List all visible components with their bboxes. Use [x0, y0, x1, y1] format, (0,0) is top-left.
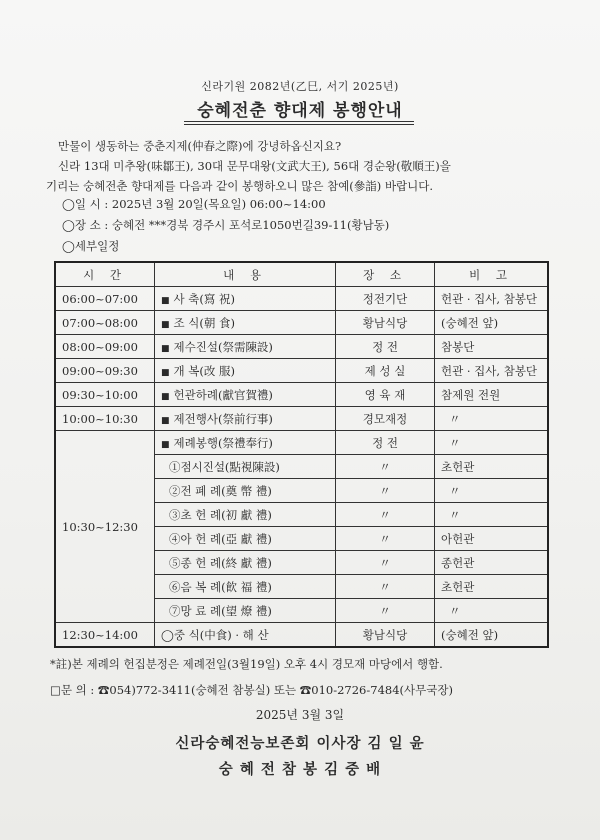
row-content — [155, 311, 336, 335]
ceremony-content-text: 제례봉행(祭禮奉行) — [173, 435, 273, 450]
step-note: 〃 — [435, 599, 549, 623]
header-content: 내 용 — [155, 262, 336, 287]
title-underline-double — [184, 124, 414, 125]
issue-date: 2025년 3월 3일 — [255, 708, 345, 722]
step-place: 〃 — [336, 551, 435, 575]
step-content: ⑥음 복 례(飮 福 禮) — [155, 575, 336, 599]
step-place: 〃 — [336, 455, 435, 479]
row-place: 영 육 재 — [336, 383, 435, 407]
square-bullet-icon: ■ — [161, 391, 170, 402]
table-row — [55, 287, 548, 311]
row-content-text: 제전행사(祭前行事) — [173, 411, 273, 426]
square-bullet-icon: ■ — [161, 343, 170, 354]
ceremony-note: 〃 — [435, 431, 549, 455]
table-row — [55, 359, 548, 383]
table-header-row — [55, 262, 548, 287]
page-title: 숭혜전춘 향대제 봉행안내 — [197, 101, 403, 121]
row-note: 〃 — [435, 407, 549, 431]
row-time: 06:00~07:00 — [55, 287, 155, 311]
row-time: 09:00~09:30 — [55, 359, 155, 383]
info-date: ◯일 시 : 2025년 3월 20일(목요일) 06:00~14:00 — [62, 197, 326, 211]
step-note: 종헌관 — [435, 551, 549, 575]
header-time: 시 간 — [55, 262, 155, 287]
schedule-table — [54, 261, 549, 648]
row-content: ◯중 식(中食) · 해 산 — [155, 623, 336, 648]
table-row — [55, 335, 548, 359]
step-note: 〃 — [435, 479, 549, 503]
row-time: 12:30~14:00 — [55, 623, 155, 648]
step-place: 〃 — [336, 527, 435, 551]
step-place: 〃 — [336, 575, 435, 599]
step-place: 〃 — [336, 479, 435, 503]
square-bullet-icon: ■ — [161, 415, 170, 426]
row-content-text: 헌관하례(獻官賀禮) — [173, 387, 273, 402]
row-content-text: 조 식(朝 食) — [173, 315, 236, 330]
row-place: 경모재정 — [336, 407, 435, 431]
row-content-text: 개 복(改 服) — [173, 363, 236, 378]
square-bullet-icon: ■ — [161, 367, 170, 378]
ceremony-content — [155, 431, 336, 455]
row-note: 헌관 · 집사, 참봉단 — [435, 359, 549, 383]
row-place: 제 성 실 — [336, 359, 435, 383]
row-note: 참봉단 — [435, 335, 549, 359]
ceremony-place: 정 전 — [336, 431, 435, 455]
row-note: (숭혜전 앞) — [435, 623, 549, 648]
intro-line-2: 신라 13대 미추왕(味鄒王), 30대 문무대왕(文武大王), 56대 경순왕(敬順王)을 — [58, 159, 451, 173]
step-content: ⑤종 헌 례(終 獻 禮) — [155, 551, 336, 575]
row-content — [155, 407, 336, 431]
step-note: 초헌관 — [435, 575, 549, 599]
square-bullet-icon: ■ — [161, 319, 170, 330]
row-place: 정전기단 — [336, 287, 435, 311]
contact-info: □문 의 : ☎054)772-3411(숭혜전 참봉실) 또는 ☎010-2726-7484(사무국장) — [50, 683, 453, 697]
table-row — [55, 383, 548, 407]
row-note: (숭혜전 앞) — [435, 311, 549, 335]
step-content: ②전 폐 례(奠 幣 禮) — [155, 479, 336, 503]
step-note: 아헌관 — [435, 527, 549, 551]
square-bullet-icon: ■ — [161, 295, 170, 306]
row-time: 07:00~08:00 — [55, 311, 155, 335]
step-place: 〃 — [336, 599, 435, 623]
step-note: 〃 — [435, 503, 549, 527]
intro-line-3: 기리는 숭혜전춘 향대제를 다음과 같이 봉행하오니 많은 참예(參詣) 바랍니다. — [46, 179, 434, 193]
row-time: 09:30~10:00 — [55, 383, 155, 407]
footnote: *註)본 제례의 헌집분정은 제례전일(3월19일) 오후 4시 경모재 마당에서 행함. — [50, 657, 443, 671]
ceremony-time: 10:30~12:30 — [55, 431, 155, 623]
table-row — [55, 407, 548, 431]
row-content — [155, 383, 336, 407]
organization-signature: 신라숭혜전능보존회 이사장 김 일 윤 — [175, 735, 425, 752]
row-note: 참제원 전원 — [435, 383, 549, 407]
row-content-text: 제수진설(祭需陳設) — [173, 339, 273, 354]
info-detail: ◯세부일정 — [62, 239, 120, 253]
step-place: 〃 — [336, 503, 435, 527]
row-content — [155, 287, 336, 311]
step-content: ①점시진설(點視陳設) — [155, 455, 336, 479]
row-place: 황남식당 — [336, 623, 435, 648]
table-row-last — [55, 623, 548, 648]
step-content: ④아 헌 례(亞 獻 禮) — [155, 527, 336, 551]
era-line: 신라기원 2082년(乙巳, 서기 2025년) — [201, 80, 399, 93]
ceremony-header-row — [55, 431, 548, 455]
row-note: 헌관 · 집사, 참봉단 — [435, 287, 549, 311]
header-note: 비 고 — [435, 262, 549, 287]
intro-paragraph — [46, 136, 566, 196]
intro-line-1: 만물이 생동하는 중춘지제(仲春之際)에 강녕하옵신지요? — [58, 139, 342, 153]
row-time: 08:00~09:00 — [55, 335, 155, 359]
row-place: 황남식당 — [336, 311, 435, 335]
square-bullet-icon: ■ — [161, 439, 170, 450]
step-note: 초헌관 — [435, 455, 549, 479]
row-content — [155, 359, 336, 383]
official-signature: 숭 혜 전 참 봉 김 중 배 — [218, 761, 382, 778]
table-row — [55, 311, 548, 335]
step-content: ⑦망 료 례(望 燎 禮) — [155, 599, 336, 623]
step-content: ③초 헌 례(初 獻 禮) — [155, 503, 336, 527]
header-place: 장 소 — [336, 262, 435, 287]
row-time: 10:00~10:30 — [55, 407, 155, 431]
info-place: ◯장 소 : 숭혜전 ***경북 경주시 포석로1050번길39-11(황남동) — [62, 218, 390, 232]
row-content — [155, 335, 336, 359]
row-content-text: 사 축(寫 祝) — [173, 291, 236, 306]
row-place: 정 전 — [336, 335, 435, 359]
title-underline — [184, 121, 414, 122]
